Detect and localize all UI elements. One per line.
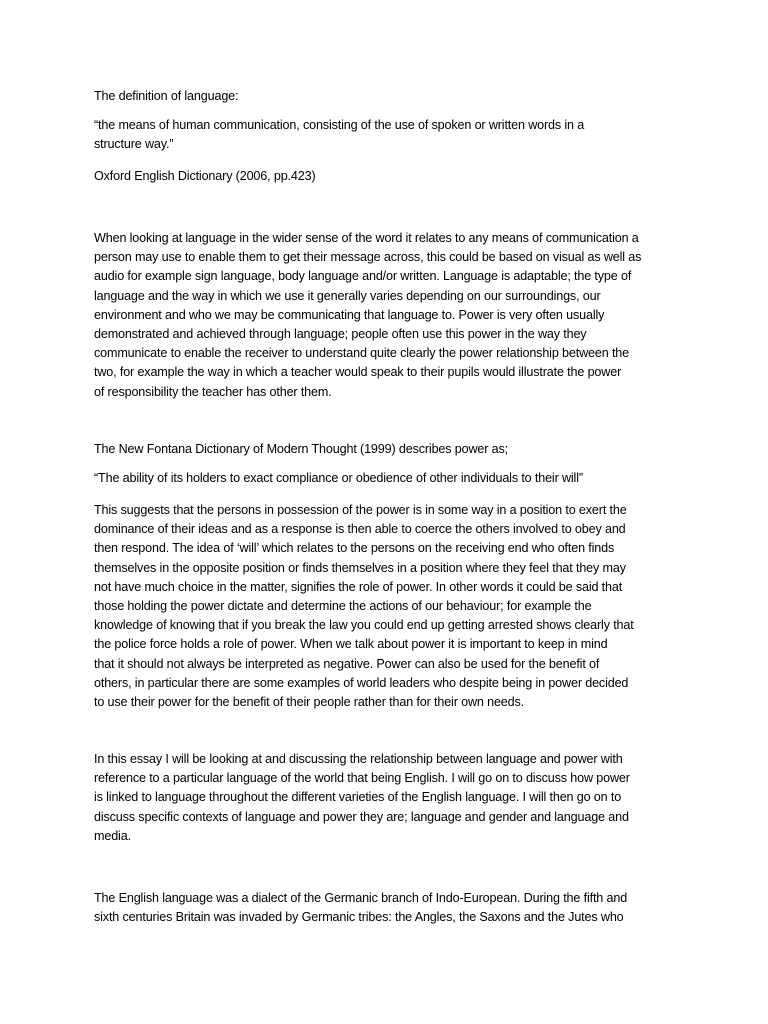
text-line: language and the way in which we use it generally varies depending on our surroundings, our — [94, 288, 601, 303]
text-line: The definition of language: — [94, 89, 239, 103]
text-line: others, in particular there are some examples of world leaders who despite being in power decided — [94, 675, 629, 690]
text-line: structure way.” — [94, 137, 174, 152]
text-line: “the means of human communication, consisting of the use of spoken or written words in a — [94, 118, 585, 132]
text-line: to use their power for the benefit of their people rather than for their own needs. — [94, 695, 524, 710]
text-line: the police force holds a role of power. When we talk about power it is important to keep in mind — [94, 637, 608, 652]
text-line: When looking at language in the wider sense of the word it relates to any means of communication a — [94, 231, 639, 245]
text-line: themselves in the opposite position or finds themselves in a position where they feel that they may — [94, 560, 626, 575]
text-line: discuss specific contexts of language and power they are; language and gender and language and — [94, 809, 629, 824]
power-intro — [94, 440, 694, 459]
definition-source — [94, 167, 694, 186]
paragraph-essay — [94, 750, 694, 846]
text-line: of responsibility the teacher has other them. — [94, 384, 332, 399]
text-line: demonstrated and achieved through language; people often use this power in the way they — [94, 327, 587, 342]
text-line: communicate to enable the receiver to understand quite clearly the power relationship between the — [94, 346, 630, 361]
text-line: media. — [94, 828, 131, 843]
text-line: sixth centuries Britain was invaded by Germanic tribes: the Angles, the Saxons and the Jutes who — [94, 910, 624, 925]
text-line: that it should not always be interpreted as negative. Power can also be used for the benefit of — [94, 656, 600, 671]
power-quote — [94, 469, 694, 488]
text-line: not have much choice in the matter, signifies the role of power. In other words it could be said that — [94, 579, 623, 594]
document-heading — [94, 87, 694, 106]
text-line: reference to a particular language of the world that being English. I will go on to discuss how power — [94, 771, 630, 786]
text-line: dominance of their ideas and as a response is then able to coerce the others involved to obey and — [94, 522, 626, 537]
text-line: environment and who we may be communicating that language to. Power is very often usually — [94, 307, 605, 322]
text-line: The New Fontana Dictionary of Modern Thought (1999) describes power as; — [94, 442, 509, 456]
text-line: The English language was a dialect of the Germanic branch of Indo-European. During the fifth and — [94, 891, 628, 905]
text-line: then respond. The idea of ‘will’ which relates to the persons on the receiving end who often finds — [94, 541, 615, 556]
text-line: two, for example the way in which a teacher would speak to their pupils would illustrate the power — [94, 365, 622, 380]
paragraph-power — [94, 501, 694, 712]
text-line: Oxford English Dictionary (2006, pp.423) — [94, 169, 316, 183]
text-line: is linked to language throughout the different varieties of the English language. I will then go on to — [94, 790, 622, 805]
definition-quote — [94, 116, 694, 154]
paragraph-language — [94, 229, 694, 402]
paragraph-english — [94, 889, 694, 927]
text-line: audio for example sign language, body language and/or written. Language is adaptable; the type of — [94, 269, 632, 284]
text-line: those holding the power dictate and determine the actions of our behaviour; for example the — [94, 599, 592, 614]
text-line: “The ability of its holders to exact compliance or obedience of other individuals to their will” — [94, 471, 583, 485]
text-line: In this essay I will be looking at and discussing the relationship between language and power with — [94, 752, 623, 766]
text-line: person may use to enable them to get their message across, this could be based on visual as well as — [94, 250, 642, 265]
text-line: knowledge of knowing that if you break the law you could end up getting arrested shows clearly that — [94, 618, 634, 633]
text-line: This suggests that the persons in possession of the power is in some way in a position to exert the — [94, 503, 627, 517]
